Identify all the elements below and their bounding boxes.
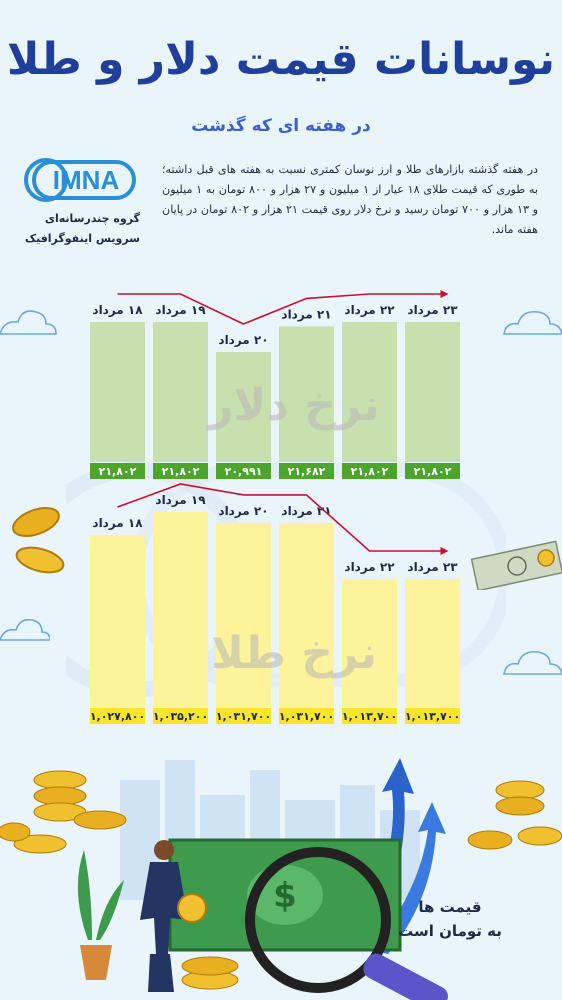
- bar: [153, 512, 208, 707]
- bar: [216, 523, 271, 707]
- gold-coins-left-icon: [0, 500, 70, 580]
- logo-text: IMNA: [52, 165, 120, 195]
- bar: [153, 322, 208, 462]
- value-label: ۲۱,۸۰۲: [413, 465, 452, 478]
- trend-arrowhead: [441, 290, 449, 298]
- dollar-bills-icon: [470, 540, 562, 590]
- value-label: ۱,۰۳۱,۷۰۰: [215, 710, 272, 723]
- bar: [90, 535, 145, 707]
- value-label: ۲۱,۸۰۲: [98, 465, 137, 478]
- unit-note-line2: به تومان است: [398, 922, 502, 940]
- category-label: ۱۸ مرداد: [92, 303, 143, 317]
- series-watermark-label: نرخ دلار: [208, 380, 380, 431]
- page-title: نوسانات قیمت دلار و طلا: [6, 34, 556, 85]
- category-label: ۱۹ مرداد: [155, 493, 206, 507]
- category-label: ۲۱ مرداد: [281, 307, 332, 322]
- value-label: ۱,۰۳۵,۲۰۰: [152, 710, 209, 723]
- category-label: ۲۰ مرداد: [218, 503, 269, 518]
- logo-tagline-1: گروه چندرسانه‌ای: [44, 212, 140, 225]
- value-label: ۱,۰۲۷,۸۰۰: [89, 710, 146, 723]
- svg-text:$: $: [273, 876, 297, 916]
- value-label: ۲۱,۸۰۲: [161, 465, 200, 478]
- value-label: ۲۱,۶۸۲: [287, 465, 326, 478]
- bar: [279, 523, 334, 707]
- value-label: ۱,۰۱۳,۷۰۰: [404, 710, 461, 723]
- category-label: ۱۸ مرداد: [92, 516, 143, 531]
- logo-tagline-2: سرویس اینفوگرافیک: [24, 232, 140, 245]
- category-label: ۲۲ مرداد: [344, 303, 395, 317]
- category-label: ۲۲ مرداد: [344, 560, 395, 574]
- value-label: ۱,۰۳۱,۷۰۰: [278, 710, 335, 723]
- series-watermark-label: نرخ طلا: [211, 628, 377, 679]
- bar: [405, 579, 460, 707]
- trend-arrowhead: [441, 547, 449, 555]
- plant-icon: [78, 850, 124, 980]
- category-label: ۲۰ مرداد: [218, 333, 269, 347]
- intro-paragraph: در هفته گذشته بازارهای طلا و ارز نوسان کمتری نسبت به هفته های قبل داشته؛ به طوری که قیمت طلای ۱۸ عیار از ۱ میلیون و ۲۷ هزار و ۸۰۰ تومان به ۱ میلیون و ۱۳ هزار و ۷۰۰ تومان رسید و نرخ دلار روی قیمت ۲۱ هزار و ۸۰۲ تومان در پایان هفته ماند.: [162, 163, 539, 236]
- value-label: ۱,۰۱۳,۷۰۰: [341, 710, 398, 723]
- value-label: ۲۰,۹۹۱: [224, 465, 263, 478]
- page-subtitle: در هفته ای که گذشت: [191, 116, 371, 136]
- category-label: ۱۹ مرداد: [155, 303, 206, 317]
- category-label: ۲۱ مرداد: [281, 503, 332, 518]
- chart-panel-0: [90, 290, 460, 479]
- category-label: ۲۳ مرداد: [407, 303, 458, 317]
- finance-illustration: [0, 740, 562, 1000]
- unit-note-line1: قیمت ها: [418, 898, 482, 916]
- chart-panel-1: [90, 484, 460, 724]
- bar: [405, 322, 460, 462]
- category-label: ۲۳ مرداد: [407, 560, 458, 574]
- bar: [90, 322, 145, 462]
- value-label: ۲۱,۸۰۲: [350, 465, 389, 478]
